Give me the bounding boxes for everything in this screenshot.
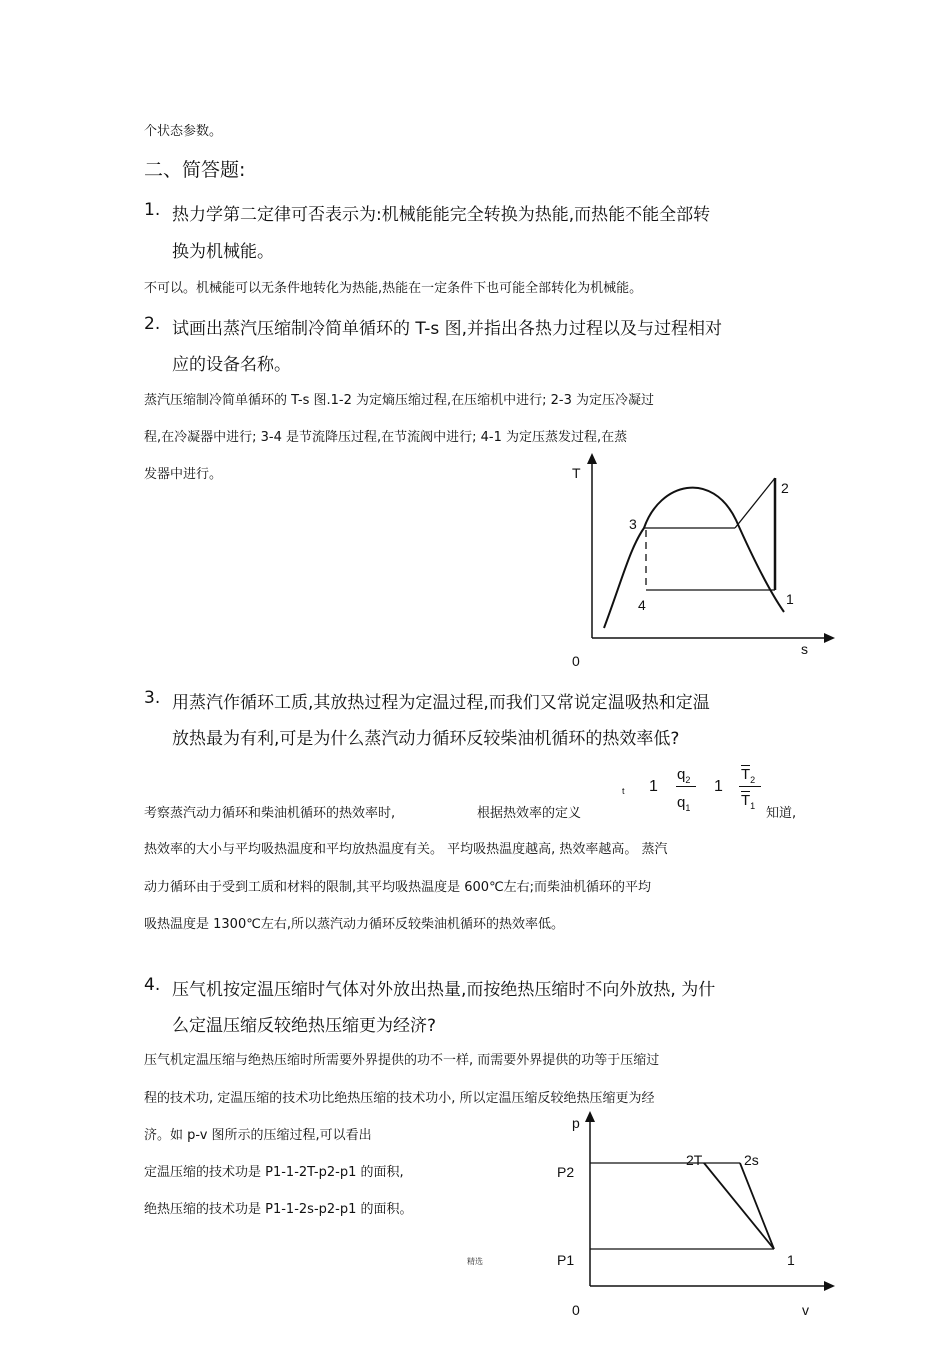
- ts-axis-label-s: s: [801, 641, 808, 657]
- q1-text-line1: 热力学第二定律可否表示为:机械能能完全转换为热能,而热能不能全部转: [172, 205, 711, 225]
- q2-text-line2: 应的设备名称。: [172, 355, 291, 375]
- q3-number: 3.: [144, 688, 161, 708]
- q3-answer-line1-a: 考察蒸汽动力循环和柴油机循环的热效率时,: [144, 806, 396, 821]
- q1-number: 1.: [144, 200, 161, 220]
- formula-T2: $T_2$: [741, 766, 756, 785]
- q3-answer-line3: 动力循环由于受到工质和材料的限制,其平均吸热温度是 600℃左右;而柴油机循环的平均: [144, 880, 652, 895]
- formula-frac-bar-T: [739, 786, 761, 787]
- formula-q2: $q_2$: [677, 766, 691, 785]
- formula-eta-sub: t: [622, 786, 625, 796]
- pv-label-1: 1: [787, 1252, 795, 1268]
- formula-one-b: 1: [714, 778, 723, 795]
- section-title: 二、简答题:: [144, 159, 246, 181]
- pv-label-P2: P2: [557, 1164, 575, 1180]
- pv-label-P1: P1: [557, 1252, 575, 1268]
- q2-answer-line3: 发器中进行。: [144, 467, 223, 482]
- q3-answer-line1-c: 知道,: [766, 806, 797, 821]
- q4-text-line1: 压气机按定温压缩时气体对外放出热量,而按绝热压缩时不向外放热, 为什: [172, 980, 716, 1000]
- pv-origin-label: 0: [572, 1302, 580, 1318]
- pv-adiabatic-process: [740, 1163, 774, 1249]
- q4-answer-line4: 定温压缩的技术功是 P1-1-2T-p2-p1 的面积,: [144, 1165, 404, 1180]
- footer-mark: 精选: [467, 1257, 483, 1266]
- ts-point-2: 2: [781, 480, 789, 496]
- q1-answer: 不可以。机械能可以无条件地转化为热能,热能在一定条件下也可能全部转化为机械能。: [144, 281, 643, 296]
- pv-axis-label-p: p: [572, 1115, 580, 1131]
- q2-answer-line2: 程,在冷凝器中进行; 3-4 是节流降压过程,在节流阀中进行; 4-1 为定压蒸发过程,在蒸: [144, 430, 628, 445]
- pv-label-2s: 2s: [744, 1152, 759, 1168]
- formula-frac-bar-q: [676, 786, 696, 787]
- q2-text-line1: 试画出蒸汽压缩制冷简单循环的 T-s 图,并指出各热力过程以及与过程相对: [172, 319, 723, 339]
- ts-axis-label-T: T: [572, 465, 581, 481]
- q3-answer-line1-b: 根据热效率的定义: [477, 806, 582, 821]
- q2-answer-line1: 蒸汽压缩制冷简单循环的 T-s 图.1-2 为定熵压缩过程,在压缩机中进行; 2-3 为定压冷凝过: [144, 393, 654, 408]
- efficiency-formula: [615, 760, 765, 820]
- ts-saturation-dome: [604, 488, 784, 628]
- q3-text-line1: 用蒸汽作循环工质,其放热过程为定温过程,而我们又常说定温吸热和定温: [172, 693, 710, 713]
- q3-answer-line4: 吸热温度是 1300℃左右,所以蒸汽动力循环反较柴油机循环的热效率低。: [144, 917, 564, 932]
- formula-T1: $T_1$: [741, 792, 756, 811]
- q4-answer-line2: 程的技术功, 定温压缩的技术功比绝热压缩的技术功小, 所以定温压缩反较绝热压缩更为经: [144, 1091, 655, 1106]
- pv-diagram: [550, 1108, 840, 1320]
- pv-axis-label-v: v: [802, 1302, 809, 1318]
- ts-y-arrow: [587, 453, 597, 464]
- intro-tail: 个状态参数。: [144, 124, 223, 139]
- pv-x-arrow: [824, 1281, 835, 1291]
- ts-x-arrow: [824, 633, 835, 643]
- q1-text-line2: 换为机械能。: [172, 242, 274, 262]
- q4-answer-line3: 济。如 p-v 图所示的压缩过程,可以看出: [144, 1128, 372, 1143]
- q3-text-line2: 放热最为有利,可是为什么蒸汽动力循环反较柴油机循环的热效率低?: [172, 729, 680, 749]
- q4-answer-line5: 绝热压缩的技术功是 P1-1-2s-p2-p1 的面积。: [144, 1202, 413, 1217]
- q3-answer-line2: 热效率的大小与平均吸热温度和平均放热温度有关。 平均吸热温度越高, 热效率越高。 蒸汽: [144, 842, 668, 857]
- pv-isothermal-process: [704, 1163, 774, 1249]
- formula-q1: $q_1$: [677, 794, 691, 813]
- ts-point-3: 3: [629, 516, 637, 532]
- pv-label-2T: 2T: [686, 1152, 703, 1168]
- pv-y-arrow: [585, 1111, 595, 1122]
- ts-origin-label: 0: [572, 653, 580, 669]
- q4-number: 4.: [144, 975, 161, 995]
- q4-answer-line1: 压气机定温压缩与绝热压缩时所需要外界提供的功不一样, 而需要外界提供的功等于压缩过: [144, 1053, 660, 1068]
- ts-point-4: 4: [638, 597, 646, 613]
- q2-number: 2.: [144, 314, 161, 334]
- ts-process-top: [735, 478, 775, 528]
- ts-point-1: 1: [786, 591, 794, 607]
- formula-one-a: 1: [649, 778, 658, 795]
- ts-diagram: [560, 450, 840, 675]
- q4-text-line2: 么定温压缩反较绝热压缩更为经济?: [172, 1016, 437, 1036]
